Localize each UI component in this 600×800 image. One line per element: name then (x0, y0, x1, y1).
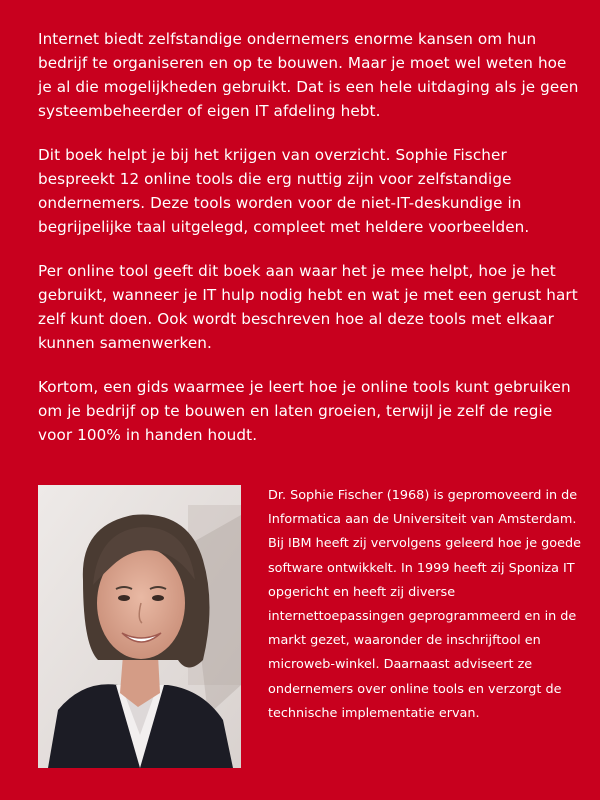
intro-paragraph-2: Dit boek helpt je bij het krijgen van overzicht. Sophie Fischer bespreekt 12 online tools die erg nuttig zijn voor zelfstandige ondernemers. Deze tools worden voor de niet-IT-deskundige in begrijpelijke taal uitgelegd, compleet met heldere voorbeelden. (38, 146, 530, 236)
back-cover-intro (38, 27, 583, 467)
author-photo (38, 485, 241, 768)
intro-paragraph-3: Per online tool geeft dit boek aan waar het je mee helpt, hoe je het gebruikt, wanneer je IT hulp nodig hebt en wat je met een gerust hart zelf kunt doen. Ook wordt beschreven hoe al deze tools met elkaar kunnen samenwerken. (38, 262, 578, 352)
intro-paragraph-1: Internet biedt zelfstandige ondernemers enorme kansen om hun bedrijf te organiseren en op te bouwen. Maar je moet wel weten hoe je al die mogelijkheden gebruikt. Dat is een hele uitdaging als je geen systeembeheerder of eigen IT afdeling hebt. (38, 30, 579, 120)
intro-paragraph-4: Kortom, een gids waarmee je leert hoe je online tools kunt gebruiken om je bedrijf op te bouwen en laten groeien, terwijl je zelf de regie voor 100% in handen houdt. (38, 378, 571, 444)
author-portrait-illustration (38, 485, 241, 768)
author-bio: Dr. Sophie Fischer (1968) is gepromoveerd in de Informatica aan de Universiteit van Amsterdam. Bij IBM heeft zij vervolgens geleerd hoe je goede software ontwikkelt. In 1999 heeft zij Sponiza IT opgericht en heeft zij diverse internettoepassingen geprogrammeerd en in de markt gezet, waaronder de inschrijftool en microweb-winkel. Daarnaast adviseert ze ondernemers over online tools en verzorgt de technische implementatie ervan. (268, 488, 581, 721)
